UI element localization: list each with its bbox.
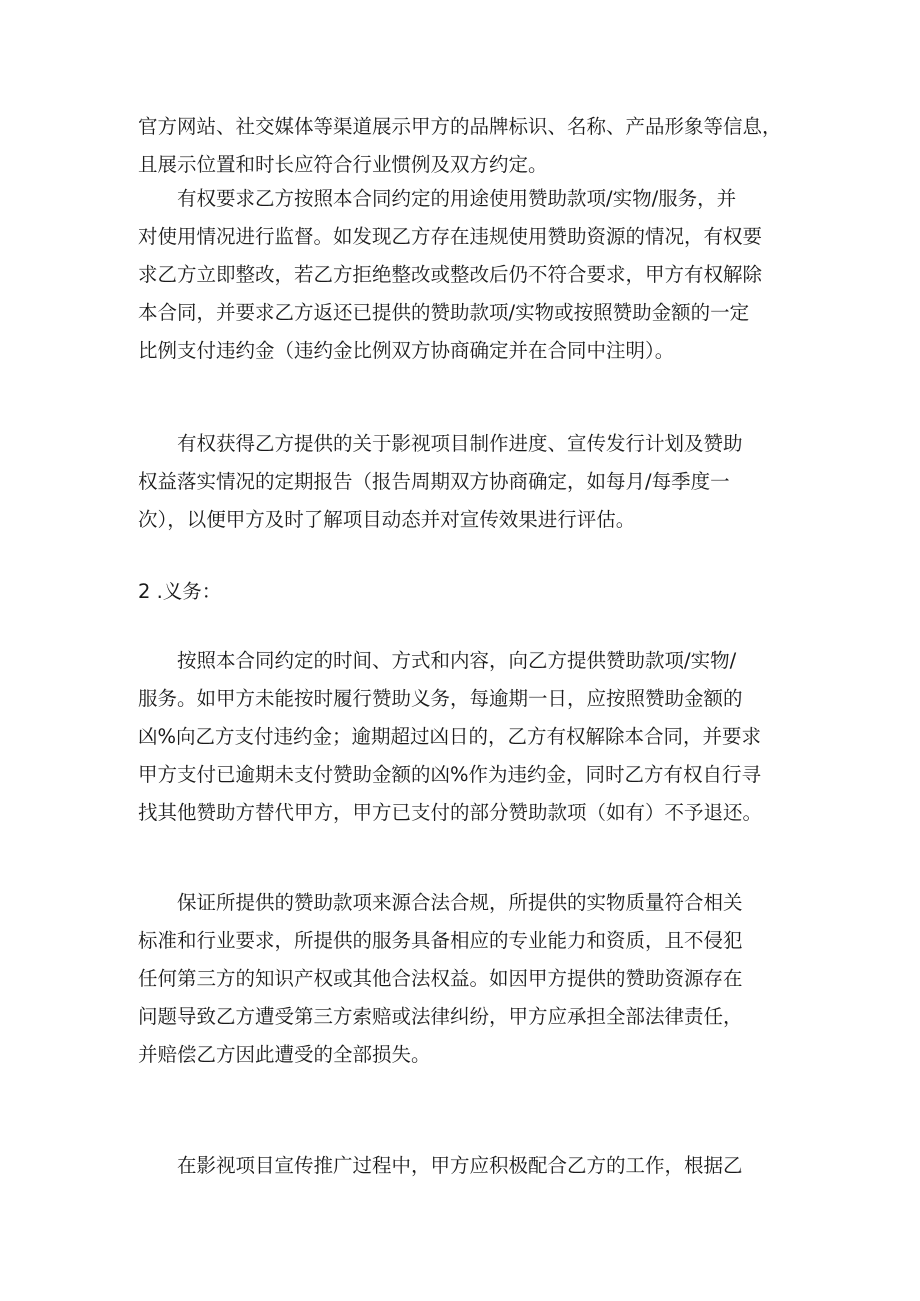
text-line: 有权要求乙方按照本合同约定的用途使用赞助款项/实物/服务，并 bbox=[138, 187, 737, 210]
text-line: 在影视项目宣传推广过程中，甲方应积极配合乙方的工作，根据乙 bbox=[138, 1154, 743, 1177]
text-line: 且展示位置和时长应符合行业惯例及双方约定。 bbox=[138, 153, 548, 176]
text-line: 官方网站、社交媒体等渠道展示甲方的品牌标识、名称、产品形象等信息， bbox=[138, 115, 782, 138]
text-line: 甲方支付已逾期未支付赞助金额的凶%作为违约金，同时乙方有权自行寻 bbox=[138, 763, 762, 786]
text-line: 按照本合同约定的时间、方式和内容，向乙方提供赞助款项/实物/ bbox=[138, 649, 737, 672]
text-line: 有权获得乙方提供的关于影视项目制作进度、宣传发行计划及赞助 bbox=[138, 432, 743, 455]
paragraph-supervision-right bbox=[138, 180, 762, 370]
text-line: 找其他赞助方替代甲方，甲方已支付的部分赞助款项（如有）不予退还。 bbox=[138, 801, 763, 824]
text-line: 并赔偿乙方因此遭受的全部损失。 bbox=[138, 1043, 431, 1066]
text-line: 保证所提供的赞助款项来源合法合规，所提供的实物质量符合相关 bbox=[138, 891, 743, 914]
text-line: 任何第三方的知识产权或其他合法权益。如因甲方提供的赞助资源存在 bbox=[138, 967, 743, 990]
text-line: 比例支付违约金（违约金比例双方协商确定并在合同中注明）。 bbox=[138, 339, 675, 362]
text-line: 权益落实情况的定期报告（报告周期双方协商确定，如每月/每季度一 bbox=[138, 470, 730, 493]
text-line: 问题导致乙方遭受第三方索赔或法律纠纷，甲方应承担全部法律责任， bbox=[138, 1005, 743, 1028]
text-line: 次），以便甲方及时了解项目动态并对宣传效果进行评估。 bbox=[138, 508, 636, 531]
text-line: 本合同，并要求乙方返还已提供的赞助款项/实物或按照赞助金额的一定 bbox=[138, 301, 750, 324]
section-heading-obligations: 2 .义务： bbox=[138, 580, 222, 603]
paragraph-display-rights bbox=[138, 108, 782, 184]
text-line: 标准和行业要求，所提供的服务具备相应的专业能力和资质，且不侵犯 bbox=[138, 929, 743, 952]
paragraph-report-right bbox=[138, 425, 743, 539]
paragraph-legality-guarantee bbox=[138, 884, 743, 1074]
text-line: 求乙方立即整改，若乙方拒绝整改或整改后仍不符合要求，甲方有权解除 bbox=[138, 263, 763, 286]
text-line: 凶%向乙方支付违约金；逾期超过凶日的，乙方有权解除本合同，并要求 bbox=[138, 725, 762, 748]
text-line: 服务。如甲方未能按时履行赞助义务，每逾期一日，应按照赞助金额的 bbox=[138, 687, 743, 710]
text-line: 对使用情况进行监督。如发现乙方存在违规使用赞助资源的情况，有权要 bbox=[138, 225, 763, 248]
paragraph-payment-obligation bbox=[138, 642, 762, 832]
paragraph-promotion-cooperation bbox=[138, 1147, 743, 1185]
